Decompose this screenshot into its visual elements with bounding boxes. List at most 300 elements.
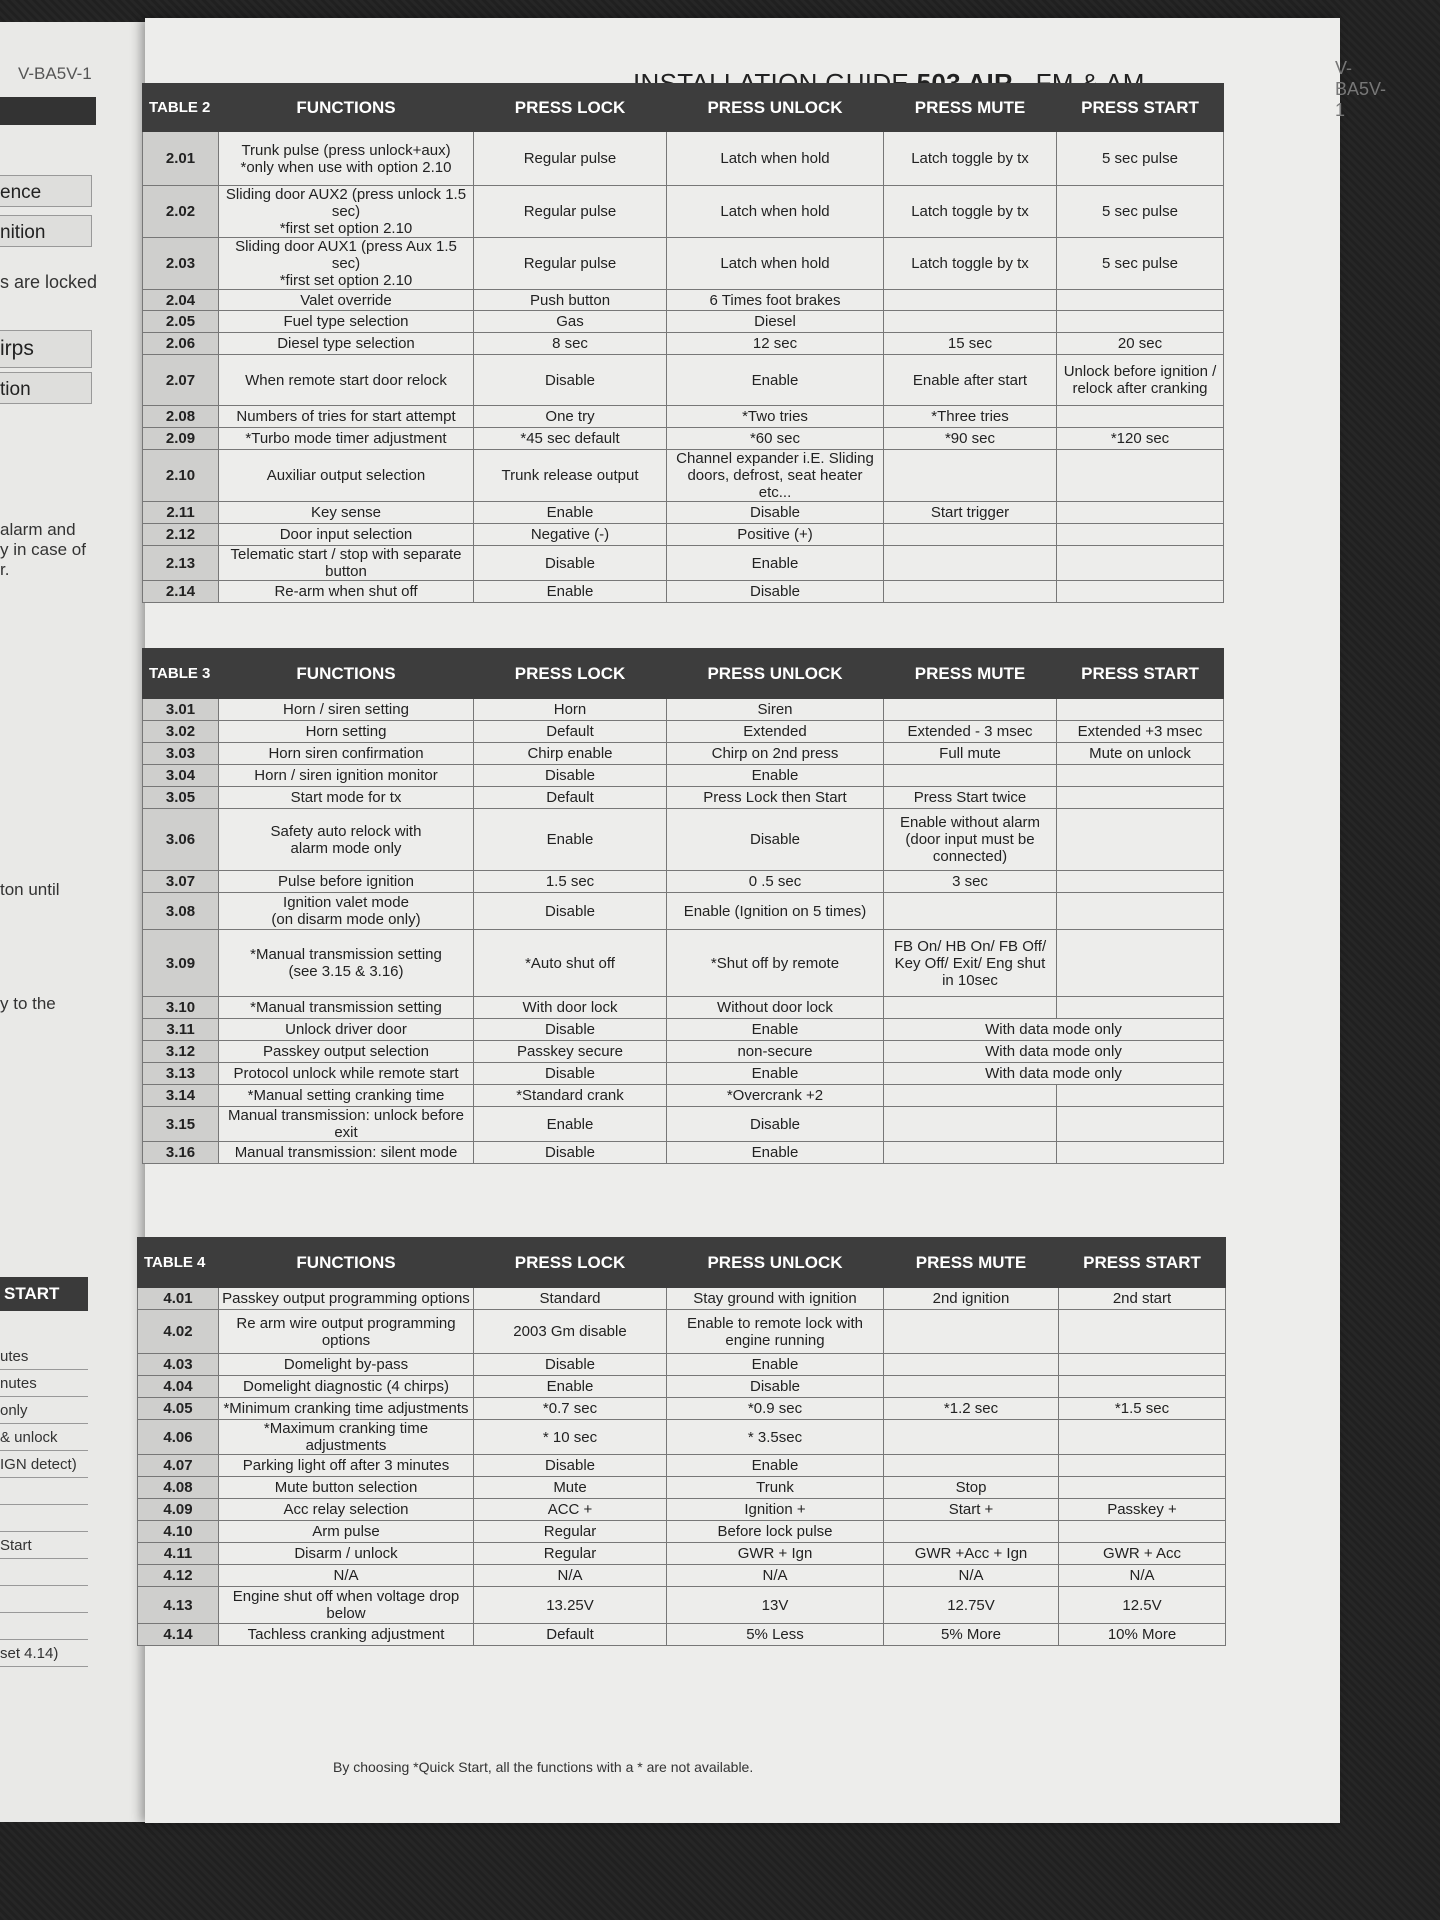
table-row	[143, 1041, 1224, 1063]
cell-unlock: Enable	[667, 1354, 884, 1376]
cell-num: 3.11	[143, 1019, 219, 1041]
cell-func: Valet override	[219, 290, 474, 311]
table-row	[138, 1420, 1226, 1455]
cell-num: 4.11	[138, 1543, 219, 1565]
cell-num: 2.06	[143, 333, 219, 355]
cell-lock: Regular pulse	[474, 186, 667, 238]
table-row	[143, 524, 1224, 546]
cell-func: Horn siren confirmation	[219, 743, 474, 765]
table-row	[143, 699, 1224, 721]
table-row	[143, 1085, 1224, 1107]
cell-unlock: Enable to remote lock with engine running	[667, 1310, 884, 1354]
cell-start: 5 sec pulse	[1057, 238, 1224, 290]
cell-start	[1057, 893, 1224, 930]
cell-lock: 8 sec	[474, 333, 667, 355]
cell-lock: *45 sec default	[474, 428, 667, 450]
cell-lock: Horn	[474, 699, 667, 721]
left-box-1: ence	[0, 175, 92, 207]
table-row	[138, 1376, 1226, 1398]
cell-func: Manual transmission: unlock before exit	[219, 1107, 474, 1142]
cell-start	[1057, 546, 1224, 581]
cell-unlock: Enable	[667, 765, 884, 787]
cell-lock: With door lock	[474, 997, 667, 1019]
left-list-row: utes	[0, 1342, 88, 1370]
cell-lock: Chirp enable	[474, 743, 667, 765]
cell-func: Re-arm when shut off	[219, 581, 474, 603]
cell-lock: *0.7 sec	[474, 1398, 667, 1420]
cell-num: 3.09	[143, 930, 219, 997]
cell-num: 3.13	[143, 1063, 219, 1085]
column-header: PRESS LOCK	[474, 649, 667, 699]
cell-mute: *90 sec	[884, 428, 1057, 450]
cell-start	[1057, 809, 1224, 871]
cell-mute: 15 sec	[884, 333, 1057, 355]
cell-num: 4.09	[138, 1499, 219, 1521]
cell-lock: Default	[474, 721, 667, 743]
cell-unlock: 0 .5 sec	[667, 871, 884, 893]
cell-unlock: Enable	[667, 355, 884, 406]
cell-unlock: Disable	[667, 581, 884, 603]
table-row	[143, 355, 1224, 406]
cell-unlock: N/A	[667, 1565, 884, 1587]
table-row	[143, 1142, 1224, 1164]
left-text-3: s are locked	[0, 272, 98, 292]
cell-func: *Turbo mode timer adjustment	[219, 428, 474, 450]
cell-mute: Extended - 3 msec	[884, 721, 1057, 743]
cell-unlock: Disable	[667, 502, 884, 524]
cell-unlock: Disable	[667, 1107, 884, 1142]
config-table-3	[142, 648, 1224, 1164]
cell-func: Diesel type selection	[219, 333, 474, 355]
cell-unlock: Positive (+)	[667, 524, 884, 546]
cell-unlock: Chirp on 2nd press	[667, 743, 884, 765]
table-row	[143, 333, 1224, 355]
right-page	[144, 18, 1387, 1823]
cell-start	[1059, 1420, 1226, 1455]
cell-mute	[884, 581, 1057, 603]
left-list-row	[0, 1585, 88, 1613]
column-header: PRESS UNLOCK	[667, 1238, 884, 1288]
cell-start: *120 sec	[1057, 428, 1224, 450]
cell-num: 4.06	[138, 1420, 219, 1455]
table-name: TABLE 2	[143, 84, 219, 132]
left-page-header-bar	[0, 97, 96, 125]
table-row	[138, 1543, 1226, 1565]
cell-mute	[884, 1310, 1059, 1354]
table-row	[138, 1310, 1226, 1354]
cell-func: Ignition valet mode (on disarm mode only)	[219, 893, 474, 930]
cell-lock: Standard	[474, 1288, 667, 1310]
cell-start	[1057, 1107, 1224, 1142]
cell-mute: GWR +Acc + Ign	[884, 1543, 1059, 1565]
cell-lock: *Auto shut off	[474, 930, 667, 997]
table-name: TABLE 3	[143, 649, 219, 699]
table-row	[143, 406, 1224, 428]
cell-func: Protocol unlock while remote start	[219, 1063, 474, 1085]
cell-func: Door input selection	[219, 524, 474, 546]
cell-func: Auxiliar output selection	[219, 450, 474, 502]
column-header: PRESS LOCK	[474, 1238, 667, 1288]
table-row	[143, 546, 1224, 581]
left-note-3: r.	[0, 560, 10, 579]
cell-mute: Stop	[884, 1477, 1059, 1499]
cell-start: Unlock before ignition / relock after cranking	[1057, 355, 1224, 406]
cell-unlock: 6 Times foot brakes	[667, 290, 884, 311]
table-row	[143, 787, 1224, 809]
config-table-2	[142, 83, 1224, 603]
table-row	[143, 765, 1224, 787]
cell-lock: *Standard crank	[474, 1085, 667, 1107]
cell-num: 3.05	[143, 787, 219, 809]
cell-mute	[884, 1085, 1057, 1107]
cell-lock: Disable	[474, 1142, 667, 1164]
cell-start: 2nd start	[1059, 1288, 1226, 1310]
cell-mute	[884, 1142, 1057, 1164]
cell-num: 4.05	[138, 1398, 219, 1420]
cell-num: 3.12	[143, 1041, 219, 1063]
cell-lock: Disable	[474, 1354, 667, 1376]
cell-unlock: GWR + Ign	[667, 1543, 884, 1565]
table-row	[138, 1587, 1226, 1624]
cell-mute: FB On/ HB On/ FB Off/ Key Off/ Exit/ Eng shut in 10sec	[884, 930, 1057, 997]
cell-num: 2.12	[143, 524, 219, 546]
cell-num: 3.02	[143, 721, 219, 743]
table-header-row	[143, 84, 1224, 132]
cell-num: 2.13	[143, 546, 219, 581]
cell-unlock: Enable	[667, 1142, 884, 1164]
table-row	[138, 1288, 1226, 1310]
cell-mute	[884, 524, 1057, 546]
left-page	[0, 22, 150, 1822]
cell-unlock: Ignition +	[667, 1499, 884, 1521]
cell-func: Pulse before ignition	[219, 871, 474, 893]
cell-lock: One try	[474, 406, 667, 428]
table-row	[138, 1455, 1226, 1477]
cell-lock: Disable	[474, 893, 667, 930]
cell-func: *Minimum cranking time adjustments	[219, 1398, 474, 1420]
cell-unlock: Enable (Ignition on 5 times)	[667, 893, 884, 930]
cell-lock: Disable	[474, 546, 667, 581]
cell-start	[1057, 524, 1224, 546]
cell-start	[1059, 1376, 1226, 1398]
cell-func: Sliding door AUX1 (press Aux 1.5 sec) *first set option 2.10	[219, 238, 474, 290]
cell-num: 2.08	[143, 406, 219, 428]
cell-num: 3.03	[143, 743, 219, 765]
left-box-2: nition	[0, 215, 92, 247]
cell-unlock: Enable	[667, 546, 884, 581]
cell-start: 20 sec	[1057, 333, 1224, 355]
cell-unlock: Before lock pulse	[667, 1521, 884, 1543]
column-header: PRESS LOCK	[474, 84, 667, 132]
cell-func: Horn / siren setting	[219, 699, 474, 721]
cell-num: 4.10	[138, 1521, 219, 1543]
table-row	[143, 502, 1224, 524]
column-header: PRESS START	[1059, 1238, 1226, 1288]
cell-func: Safety auto relock with alarm mode only	[219, 809, 474, 871]
column-header: PRESS MUTE	[884, 1238, 1059, 1288]
cell-mute	[884, 765, 1057, 787]
cell-mute	[884, 311, 1057, 333]
cell-mute: Enable without alarm (door input must be connected)	[884, 809, 1057, 871]
cell-mute	[884, 1420, 1059, 1455]
table-row	[143, 871, 1224, 893]
cell-mute	[884, 893, 1057, 930]
table-row	[138, 1624, 1226, 1646]
cell-unlock: Latch when hold	[667, 238, 884, 290]
table-row	[143, 743, 1224, 765]
cell-lock: 2003 Gm disable	[474, 1310, 667, 1354]
table-row	[143, 290, 1224, 311]
cell-start: N/A	[1059, 1565, 1226, 1587]
cell-num: 3.15	[143, 1107, 219, 1142]
cell-mute: 2nd ignition	[884, 1288, 1059, 1310]
cell-mute: Latch toggle by tx	[884, 132, 1057, 186]
cell-lock: 13.25V	[474, 1587, 667, 1624]
column-header: PRESS START	[1057, 649, 1224, 699]
cell-num: 3.14	[143, 1085, 219, 1107]
cell-func: *Maximum cranking time adjustments	[219, 1420, 474, 1455]
left-note-4: ton until	[0, 880, 60, 899]
table-row	[143, 311, 1224, 333]
config-table-4	[137, 1237, 1226, 1646]
cell-num: 2.02	[143, 186, 219, 238]
cell-unlock: Diesel	[667, 311, 884, 333]
cell-mute: *Three tries	[884, 406, 1057, 428]
cell-func: Parking light off after 3 minutes	[219, 1455, 474, 1477]
cell-lock: ACC +	[474, 1499, 667, 1521]
cell-func: Numbers of tries for start attempt	[219, 406, 474, 428]
left-list-row: set 4.14)	[0, 1639, 88, 1667]
cell-lock: Regular pulse	[474, 132, 667, 186]
cell-func: N/A	[219, 1565, 474, 1587]
cell-func: Manual transmission: silent mode	[219, 1142, 474, 1164]
cell-unlock: *60 sec	[667, 428, 884, 450]
cell-func: Mute button selection	[219, 1477, 474, 1499]
cell-lock: Regular	[474, 1521, 667, 1543]
cell-start	[1057, 1085, 1224, 1107]
cell-start	[1057, 997, 1224, 1019]
cell-func: Horn setting	[219, 721, 474, 743]
table-header-row	[138, 1238, 1226, 1288]
cell-mute: 3 sec	[884, 871, 1057, 893]
cell-unlock: Disable	[667, 809, 884, 871]
cell-mute: N/A	[884, 1565, 1059, 1587]
cell-func: Domelight diagnostic (4 chirps)	[219, 1376, 474, 1398]
cell-unlock: *0.9 sec	[667, 1398, 884, 1420]
table-name: TABLE 4	[138, 1238, 219, 1288]
cell-unlock: 13V	[667, 1587, 884, 1624]
left-box-4: irps	[0, 330, 92, 368]
cell-start	[1057, 450, 1224, 502]
cell-num: 2.04	[143, 290, 219, 311]
cell-lock: Enable	[474, 581, 667, 603]
cell-start: Passkey +	[1059, 1499, 1226, 1521]
column-header: FUNCTIONS	[219, 649, 474, 699]
column-header: PRESS UNLOCK	[667, 649, 884, 699]
cell-lock: Regular pulse	[474, 238, 667, 290]
cell-start: 5 sec pulse	[1057, 186, 1224, 238]
cell-start	[1059, 1310, 1226, 1354]
cell-lock: Disable	[474, 1019, 667, 1041]
cell-mute: 12.75V	[884, 1587, 1059, 1624]
table-row	[143, 132, 1224, 186]
cell-num: 2.14	[143, 581, 219, 603]
cell-mute: With data mode only	[884, 1019, 1224, 1041]
table-row	[143, 721, 1224, 743]
cell-start	[1057, 871, 1224, 893]
cell-mute: Enable after start	[884, 355, 1057, 406]
left-start-header: START	[0, 1277, 88, 1311]
cell-lock: Disable	[474, 765, 667, 787]
cell-unlock: * 3.5sec	[667, 1420, 884, 1455]
cell-start	[1059, 1455, 1226, 1477]
cell-num: 2.03	[143, 238, 219, 290]
table-row	[143, 186, 1224, 238]
cell-func: Passkey output programming options	[219, 1288, 474, 1310]
page-code: V-BA5V-1	[1335, 58, 1387, 120]
cell-func: Engine shut off when voltage drop below	[219, 1587, 474, 1624]
cell-lock: 1.5 sec	[474, 871, 667, 893]
cell-start	[1057, 699, 1224, 721]
cell-mute	[884, 450, 1057, 502]
left-list-row	[0, 1504, 88, 1532]
cell-num: 3.16	[143, 1142, 219, 1164]
table-row	[143, 930, 1224, 997]
table-row	[138, 1477, 1226, 1499]
cell-num: 2.05	[143, 311, 219, 333]
cell-func: Acc relay selection	[219, 1499, 474, 1521]
cell-mute	[884, 1376, 1059, 1398]
cell-lock: Disable	[474, 1455, 667, 1477]
left-list-row: IGN detect)	[0, 1450, 88, 1478]
left-list-row: & unlock	[0, 1423, 88, 1451]
cell-mute: Start trigger	[884, 502, 1057, 524]
cell-lock: Mute	[474, 1477, 667, 1499]
cell-func: Start mode for tx	[219, 787, 474, 809]
cell-lock: Default	[474, 787, 667, 809]
left-box-5: tion	[0, 372, 92, 404]
cell-start	[1059, 1477, 1226, 1499]
cell-start: Extended +3 msec	[1057, 721, 1224, 743]
cell-lock: Negative (-)	[474, 524, 667, 546]
cell-mute	[884, 699, 1057, 721]
cell-unlock: *Overcrank +2	[667, 1085, 884, 1107]
cell-lock: Enable	[474, 1376, 667, 1398]
column-header: PRESS UNLOCK	[667, 84, 884, 132]
cell-mute: With data mode only	[884, 1041, 1224, 1063]
table-row	[143, 428, 1224, 450]
cell-func: Domelight by-pass	[219, 1354, 474, 1376]
cell-num: 2.07	[143, 355, 219, 406]
cell-unlock: Extended	[667, 721, 884, 743]
left-list-row: only	[0, 1396, 88, 1424]
cell-mute: With data mode only	[884, 1063, 1224, 1085]
cell-unlock: Trunk	[667, 1477, 884, 1499]
cell-lock: Regular	[474, 1543, 667, 1565]
cell-start	[1057, 787, 1224, 809]
table-row	[143, 997, 1224, 1019]
cell-lock: Default	[474, 1624, 667, 1646]
table-row	[143, 581, 1224, 603]
cell-num: 2.10	[143, 450, 219, 502]
cell-start	[1057, 765, 1224, 787]
cell-start: GWR + Acc	[1059, 1543, 1226, 1565]
cell-start: 12.5V	[1059, 1587, 1226, 1624]
cell-mute	[884, 1354, 1059, 1376]
cell-unlock: Siren	[667, 699, 884, 721]
cell-num: 3.07	[143, 871, 219, 893]
cell-start	[1057, 406, 1224, 428]
cell-unlock: Disable	[667, 1376, 884, 1398]
cell-num: 4.02	[138, 1310, 219, 1354]
cell-num: 4.08	[138, 1477, 219, 1499]
cell-func: Passkey output selection	[219, 1041, 474, 1063]
cell-start	[1059, 1354, 1226, 1376]
cell-start: *1.5 sec	[1059, 1398, 1226, 1420]
cell-func: Re arm wire output programming options	[219, 1310, 474, 1354]
cell-mute: Latch toggle by tx	[884, 238, 1057, 290]
table-row	[138, 1521, 1226, 1543]
cell-start	[1057, 290, 1224, 311]
table-row	[143, 893, 1224, 930]
cell-unlock: non-secure	[667, 1041, 884, 1063]
cell-num: 3.01	[143, 699, 219, 721]
cell-start	[1057, 581, 1224, 603]
cell-func: Arm pulse	[219, 1521, 474, 1543]
cell-unlock: *Shut off by remote	[667, 930, 884, 997]
left-list-row	[0, 1477, 88, 1505]
cell-num: 4.13	[138, 1587, 219, 1624]
cell-start	[1057, 502, 1224, 524]
cell-lock: Push button	[474, 290, 667, 311]
cell-func: Sliding door AUX2 (press unlock 1.5 sec) *first set option 2.10	[219, 186, 474, 238]
table-row	[143, 809, 1224, 871]
cell-num: 4.03	[138, 1354, 219, 1376]
cell-func: Telematic start / stop with separate button	[219, 546, 474, 581]
table-header-row	[143, 649, 1224, 699]
cell-lock: Disable	[474, 1063, 667, 1085]
left-list-row	[0, 1612, 88, 1640]
cell-start	[1057, 930, 1224, 997]
cell-func: Fuel type selection	[219, 311, 474, 333]
table-row	[138, 1354, 1226, 1376]
cell-func: When remote start door relock	[219, 355, 474, 406]
cell-func: Disarm / unlock	[219, 1543, 474, 1565]
cell-unlock: Press Lock then Start	[667, 787, 884, 809]
cell-num: 2.01	[143, 132, 219, 186]
cell-unlock: Enable	[667, 1019, 884, 1041]
cell-unlock: Stay ground with ignition	[667, 1288, 884, 1310]
cell-func: *Manual setting cranking time	[219, 1085, 474, 1107]
cell-num: 4.12	[138, 1565, 219, 1587]
cell-unlock: *Two tries	[667, 406, 884, 428]
cell-num: 2.09	[143, 428, 219, 450]
cell-lock: Disable	[474, 355, 667, 406]
cell-func: Horn / siren ignition monitor	[219, 765, 474, 787]
cell-mute: *1.2 sec	[884, 1398, 1059, 1420]
cell-unlock: Latch when hold	[667, 186, 884, 238]
cell-num: 4.04	[138, 1376, 219, 1398]
left-note-5: y to the	[0, 994, 56, 1013]
cell-mute: 5% More	[884, 1624, 1059, 1646]
column-header: FUNCTIONS	[219, 84, 474, 132]
cell-mute	[884, 1107, 1057, 1142]
footnote: By choosing *Quick Start, all the functions with a * are not available.	[333, 1759, 754, 1775]
table-row	[143, 1019, 1224, 1041]
cell-func: *Manual transmission setting	[219, 997, 474, 1019]
table-row	[143, 1063, 1224, 1085]
cell-unlock: 12 sec	[667, 333, 884, 355]
